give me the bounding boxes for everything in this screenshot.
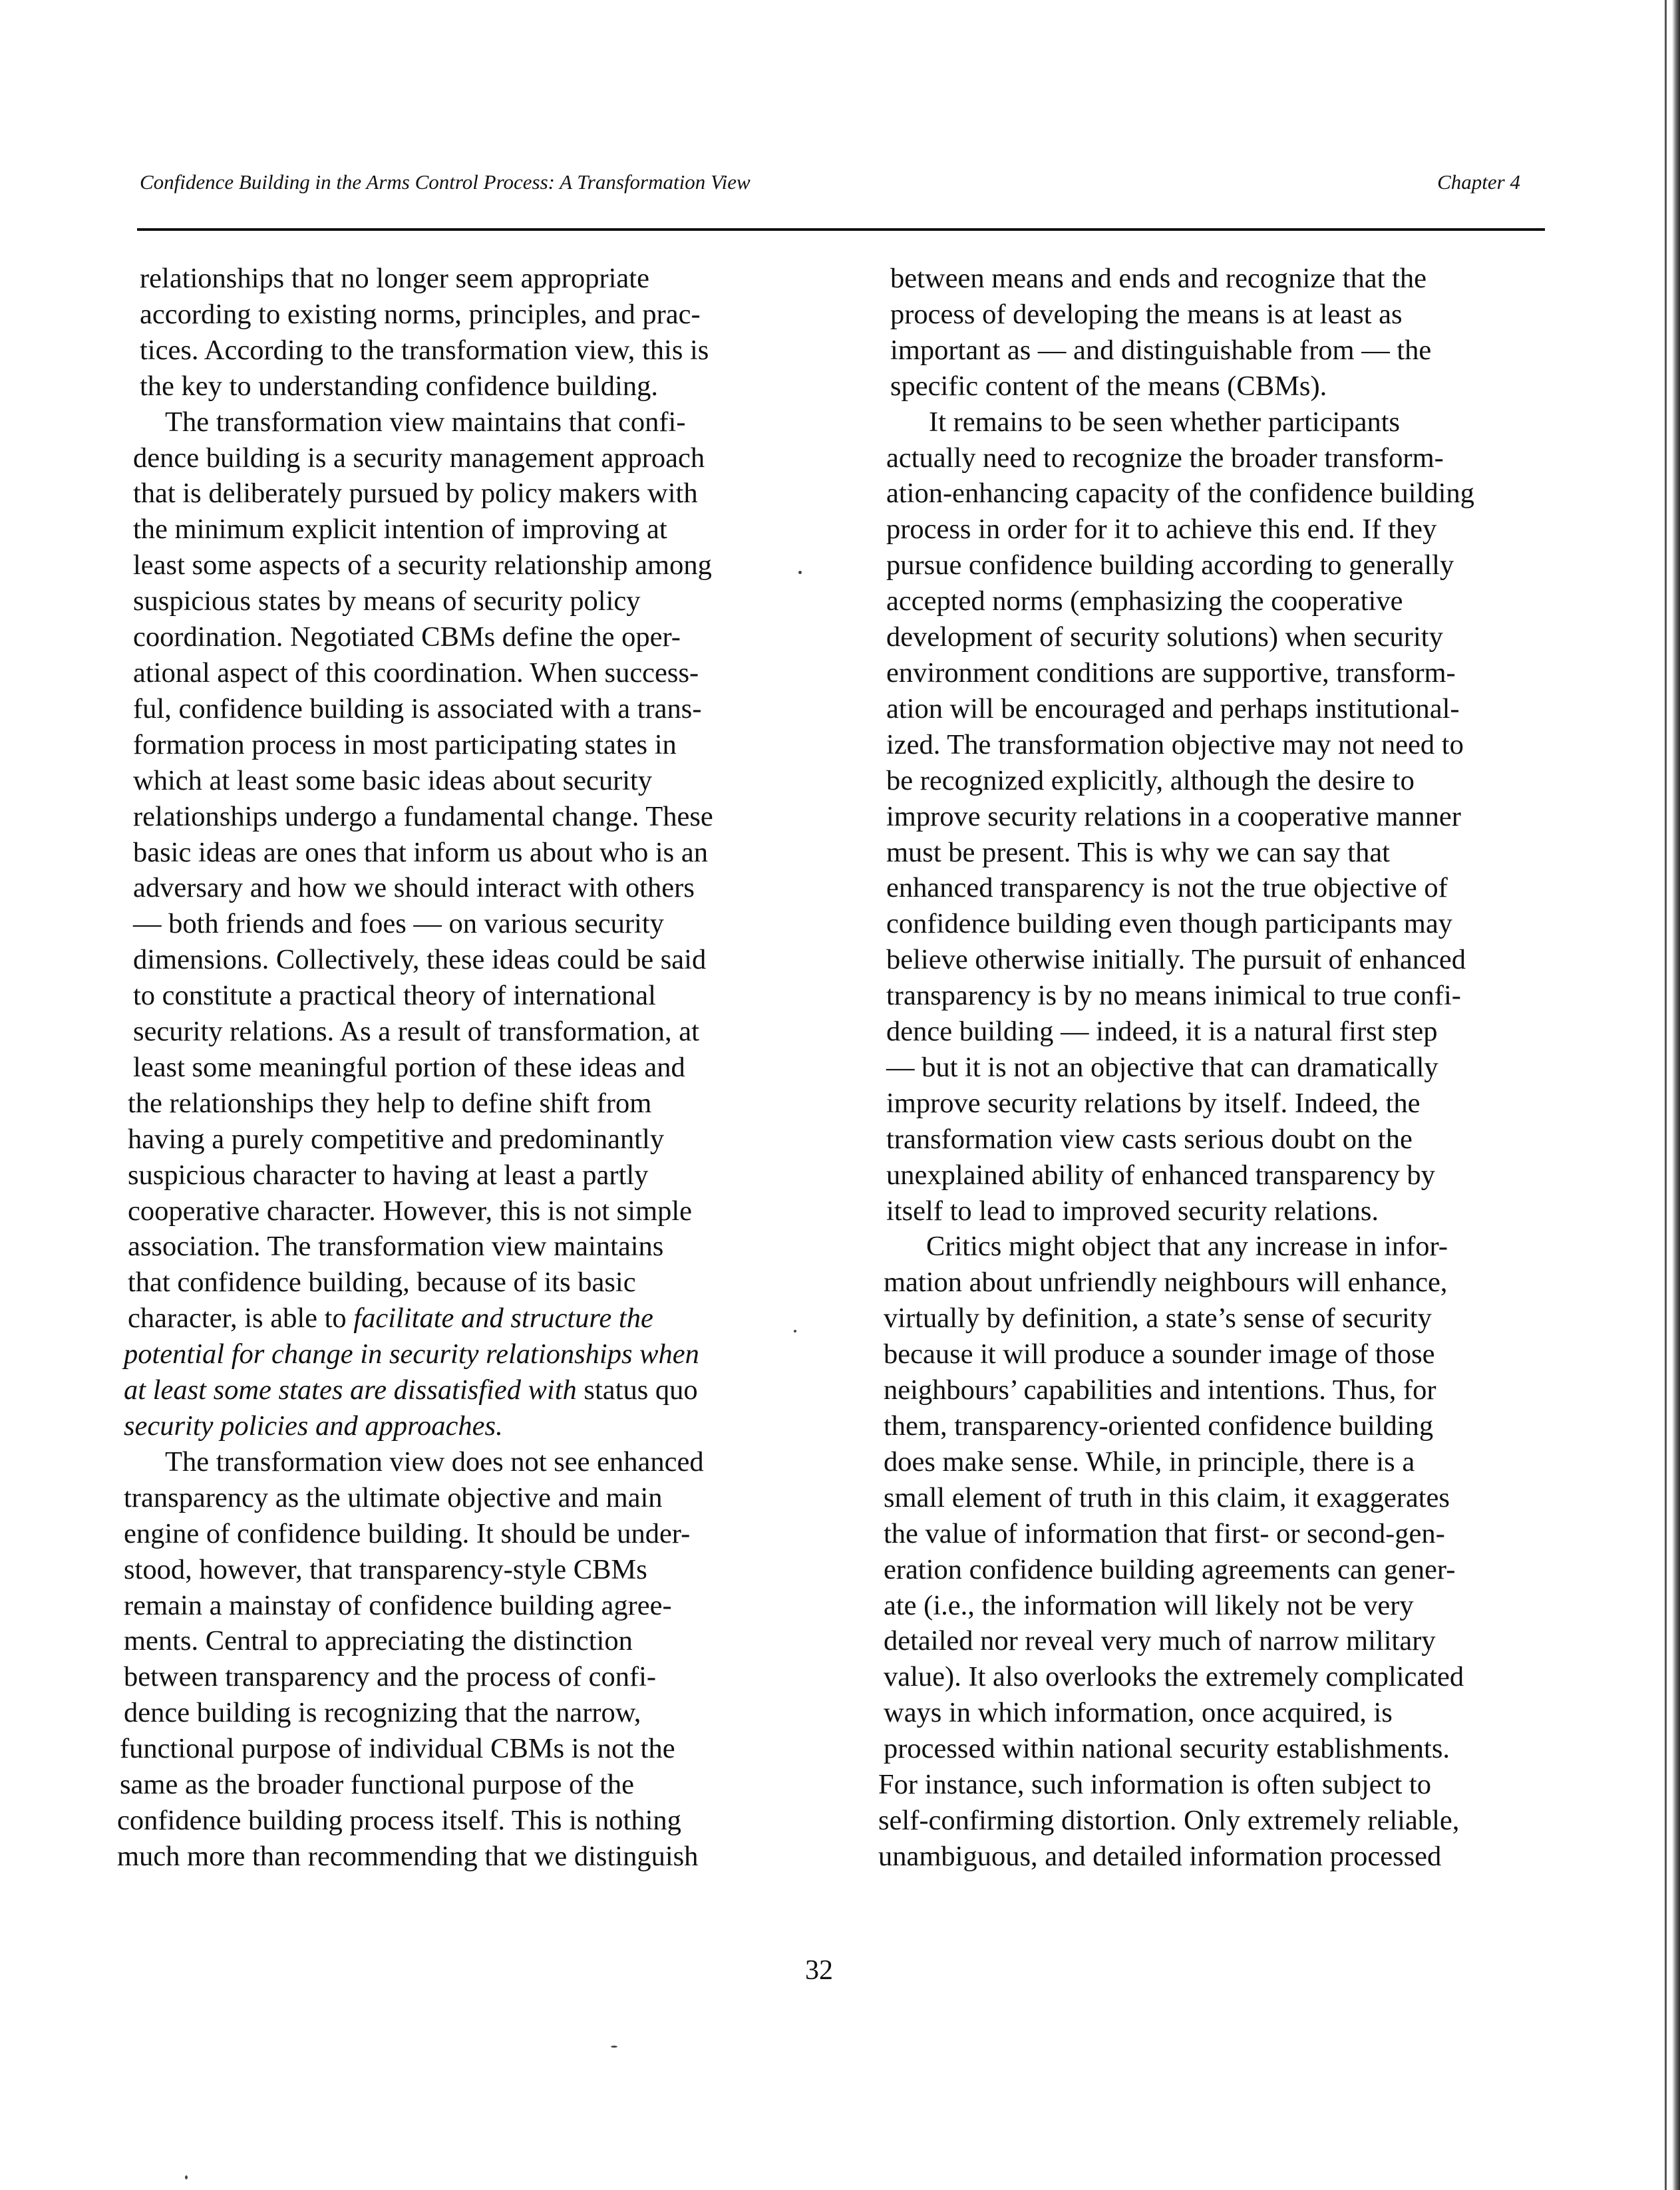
text-line: The transformation view maintains that confi- [165, 406, 686, 438]
text-line: be recognized explicitly, although the desire to [886, 764, 1415, 796]
text-line: cooperative character. However, this is not simple [128, 1195, 693, 1227]
text-line: transparency is by no means inimical to true confi- [886, 980, 1461, 1012]
text-line: ation-enhancing capacity of the confidence building [886, 478, 1474, 510]
text-line: ational aspect of this coordination. When success- [133, 657, 699, 689]
text-run: character, is able to [128, 1303, 354, 1334]
italic-run: facilitate and structure the [353, 1303, 653, 1334]
text-line: the relationships they help to define shift from [128, 1087, 652, 1119]
text-line: transformation view casts serious doubt on the [886, 1123, 1413, 1155]
text-line: must be present. This is why we can say that [886, 836, 1390, 868]
text-line: between means and ends and recognize that the [890, 263, 1427, 294]
text-line: enhanced transparency is not the true objective of [886, 872, 1448, 904]
text-line: unambiguous, and detailed information processed [878, 1840, 1442, 1872]
text-line: accepted norms (emphasizing the cooperative [886, 585, 1403, 617]
text-line: The transformation view does not see enhanced [165, 1446, 704, 1478]
text-line: detailed nor reveal very much of narrow military [884, 1625, 1436, 1657]
text-line: It remains to be seen whether participants [929, 406, 1401, 438]
running-header-chapter: Chapter 4 [1437, 170, 1520, 194]
text-line: that confidence building, because of its basic [128, 1267, 636, 1299]
text-line: the key to understanding confidence building. [140, 370, 658, 402]
text-line: according to existing norms, principles, and prac- [140, 298, 701, 330]
scan-speck [794, 1330, 796, 1332]
text-line: unexplained ability of enhanced transparency by [886, 1159, 1435, 1191]
text-line-mixed [117, 1301, 789, 1336]
text-line: improve security relations in a cooperative manner [886, 800, 1461, 832]
scan-edge-line [1665, 0, 1667, 2190]
text-line: For instance, such information is often subject to [878, 1769, 1431, 1801]
italic-run: at least some states are dissatisfied with [124, 1374, 577, 1406]
text-line [117, 1336, 789, 1372]
text-line: — but it is not an objective that can dramatically [886, 1051, 1438, 1083]
scan-speck [611, 2046, 617, 2048]
text-line: because it will produce a sounder image of those [884, 1338, 1435, 1370]
text-line: ate (i.e., the information will likely not be very [884, 1589, 1414, 1621]
text-line: transparency as the ultimate objective and main [124, 1482, 663, 1513]
text-line: having a purely competitive and predominantly [128, 1123, 665, 1155]
text-line: the value of information that first- or second-gen- [884, 1517, 1445, 1549]
text-line: same as the broader functional purpose of the [120, 1769, 634, 1801]
running-header-title: Confidence Building in the Arms Control Process: A Transformation View [140, 170, 751, 194]
text-line: virtually by definition, a state’s sense of security [884, 1303, 1432, 1334]
text-line: least some meaningful portion of these ideas and [133, 1051, 685, 1083]
text-line: actually need to recognize the broader transform- [886, 442, 1444, 474]
text-line: mation about unfriendly neighbours will enhance, [884, 1267, 1448, 1299]
text-line: them, transparency-oriented confidence building [884, 1410, 1434, 1442]
text-line: process of developing the means is at least as [890, 298, 1403, 330]
text-line: that is deliberately pursued by policy makers with [133, 478, 698, 510]
text-line: basic ideas are ones that inform us about who is an [133, 836, 708, 868]
text-line: self-confirming distortion. Only extremely reliable, [878, 1804, 1460, 1836]
header-rule [137, 228, 1545, 231]
text-line: ized. The transformation objective may not need to [886, 728, 1464, 760]
italic-run: potential for change in security relationships when [124, 1338, 699, 1370]
text-line: pursue confidence building according to generally [886, 549, 1454, 581]
text-line: believe otherwise initially. The pursuit of enhanced [886, 944, 1466, 976]
text-line: between transparency and the process of confi- [124, 1661, 657, 1693]
text-line: process in order for it to achieve this end. If they [886, 514, 1437, 546]
text-line: remain a mainstay of confidence building agree- [124, 1589, 672, 1621]
text-line: dence building is a security management approach [133, 442, 705, 474]
text-line-mixed [117, 1372, 789, 1408]
text-line: stood, however, that transparency-style CBMs [124, 1553, 647, 1585]
text-line: dence building — indeed, it is a natural first step [886, 1016, 1438, 1048]
page-number: 32 [805, 1955, 833, 1986]
text-line: tices. According to the transformation view, this is [140, 334, 709, 366]
left-text-column [117, 261, 789, 1875]
text-line: specific content of the means (CBMs). [890, 370, 1327, 402]
text-line: processed within national security establishments. [884, 1733, 1450, 1765]
text-line: much more than recommending that we distinguish [117, 1840, 699, 1872]
text-line: to constitute a practical theory of international [133, 980, 656, 1012]
text-line: itself to lead to improved security relations. [886, 1195, 1379, 1227]
text-line: confidence building even though participants may [886, 908, 1452, 940]
text-line: small element of truth in this claim, it exaggerates [884, 1482, 1450, 1513]
right-text-column [876, 261, 1548, 1875]
text-line: suspicious states by means of security policy [133, 585, 641, 617]
text-line: association. The transformation view maintains [128, 1231, 664, 1263]
text-line: ation will be encouraged and perhaps institutional- [886, 693, 1460, 724]
scan-edge [1672, 0, 1680, 2190]
text-line: development of security solutions) when security [886, 621, 1443, 653]
text-line: value). It also overlooks the extremely complicated [884, 1661, 1464, 1693]
text-line: engine of confidence building. It should be under- [124, 1517, 691, 1549]
text-line: functional purpose of individual CBMs is not the [120, 1733, 675, 1765]
text-line: dence building is recognizing that the narrow, [124, 1697, 641, 1729]
text-line: security relations. As a result of transformation, at [133, 1016, 699, 1048]
text-line: dimensions. Collectively, these ideas could be said [133, 944, 707, 976]
text-line: suspicious character to having at least a partly [128, 1159, 649, 1191]
text-line: important as — and distinguishable from — the [890, 334, 1432, 366]
text-line: relationships that no longer seem appropriate [140, 263, 649, 294]
text-line: coordination. Negotiated CBMs define the oper- [133, 621, 681, 653]
text-line: least some aspects of a security relationship among [133, 549, 712, 581]
text-line: ful, confidence building is associated with a trans- [133, 693, 702, 724]
text-line: neighbours’ capabilities and intentions. Thus, for [884, 1374, 1436, 1406]
text-line: environment conditions are supportive, transform- [886, 657, 1456, 689]
text-line: which at least some basic ideas about security [133, 764, 653, 796]
italic-run: security policies and approaches. [124, 1410, 503, 1442]
scan-speck [798, 571, 802, 574]
text-line [117, 1408, 789, 1444]
text-run: status quo [576, 1374, 698, 1406]
text-line: the minimum explicit intention of improving at [133, 514, 667, 546]
scan-speck [185, 2175, 188, 2179]
text-line: relationships undergo a fundamental change. These [133, 800, 713, 832]
text-line: eration confidence building agreements can gener- [884, 1553, 1456, 1585]
text-line: does make sense. While, in principle, there is a [884, 1446, 1415, 1478]
text-line: adversary and how we should interact with others [133, 872, 695, 904]
text-line: Critics might object that any increase in infor- [926, 1231, 1448, 1263]
text-line: ments. Central to appreciating the distinction [124, 1625, 633, 1657]
text-line: improve security relations by itself. Indeed, the [886, 1087, 1421, 1119]
text-line: ways in which information, once acquired, is [884, 1697, 1393, 1729]
text-line: — both friends and foes — on various security [133, 908, 664, 940]
text-line: formation process in most participating states in [133, 728, 677, 760]
text-line: confidence building process itself. This is nothing [117, 1804, 681, 1836]
